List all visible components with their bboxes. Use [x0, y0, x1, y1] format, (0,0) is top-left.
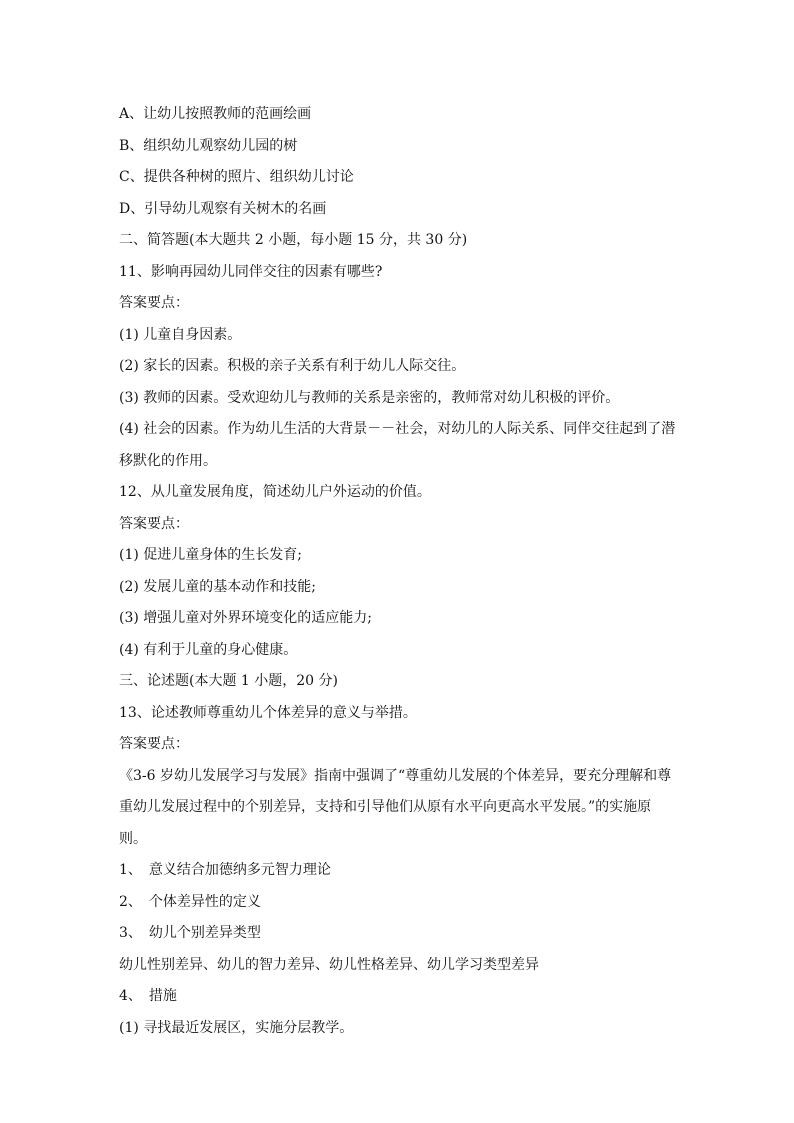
question-13: 13、论述教师尊重幼儿个体差异的意义与举措。	[119, 704, 417, 721]
answer-points-label: 答案要点：	[119, 515, 189, 532]
answer-text: 幼儿性别差异、幼儿的智力差异、幼儿性格差异、幼儿学习类型差异	[119, 956, 539, 973]
answer-item: (4) 社会的因素。作为幼儿生活的大背景－－社会，对幼儿的人际关系、同伴交往起到了潜移默化的作用。	[119, 421, 676, 469]
option-a: A、让幼儿按照教师的范画绘画	[119, 106, 312, 122]
answer-item: (2) 发展儿童的基本动作和技能;	[119, 578, 316, 595]
answer-paragraph: 《3-6 岁幼儿发展学习与发展》指南中强调了“尊重幼儿发展的个体差异，要充分理解和尊重幼儿发展过程中的个别差异，支持和引导他们从原有水平向更高水平发展。”的实施原则。	[119, 767, 672, 847]
answer-item: (3) 增强儿童对外界环境变化的适应能力;	[119, 610, 372, 626]
numbered-point: 1、 意义结合加德纳多元智力理论	[119, 862, 331, 878]
numbered-point: 4、 措施	[119, 988, 177, 1004]
section-heading-essay: 三、论述题(本大题 1 小题，20 分)	[119, 673, 338, 689]
option-c: C、提供各种树的照片、组织幼儿讨论	[119, 169, 354, 185]
numbered-point: 2、 个体差异性的定义	[119, 893, 261, 910]
document-body	[119, 99, 679, 1044]
option-b: B、组织幼儿观察幼儿园的树	[119, 137, 298, 154]
answer-item: (1) 促进儿童身体的生长发育;	[119, 547, 302, 563]
numbered-point: 3、 幼儿个别差异类型	[119, 925, 261, 941]
answer-item: (1) 寻找最近发展区，实施分层教学。	[119, 1019, 354, 1036]
answer-points-label: 答案要点：	[119, 736, 189, 752]
answer-points-label: 答案要点：	[119, 295, 189, 311]
section-heading-short-answer: 二、简答题(本大题共 2 小题，每小题 15 分，共 30 分)	[119, 232, 468, 248]
answer-item: (4) 有利于儿童的身心健康。	[119, 641, 298, 658]
answer-item: (1) 儿童自身因素。	[119, 326, 242, 343]
option-d: D、引导幼儿观察有关树木的名画	[119, 200, 327, 217]
answer-item: (3) 教师的因素。受欢迎幼儿与教师的关系是亲密的，教师常对幼儿积极的评价。	[119, 389, 620, 406]
question-12: 12、从儿童发展角度，简述幼儿户外运动的价值。	[119, 484, 431, 500]
question-11: 11、影响再园幼儿同伴交往的因素有哪些?	[119, 263, 383, 280]
answer-item: (2) 家长的因素。积极的亲子关系有利于幼儿人际交往。	[119, 358, 466, 374]
